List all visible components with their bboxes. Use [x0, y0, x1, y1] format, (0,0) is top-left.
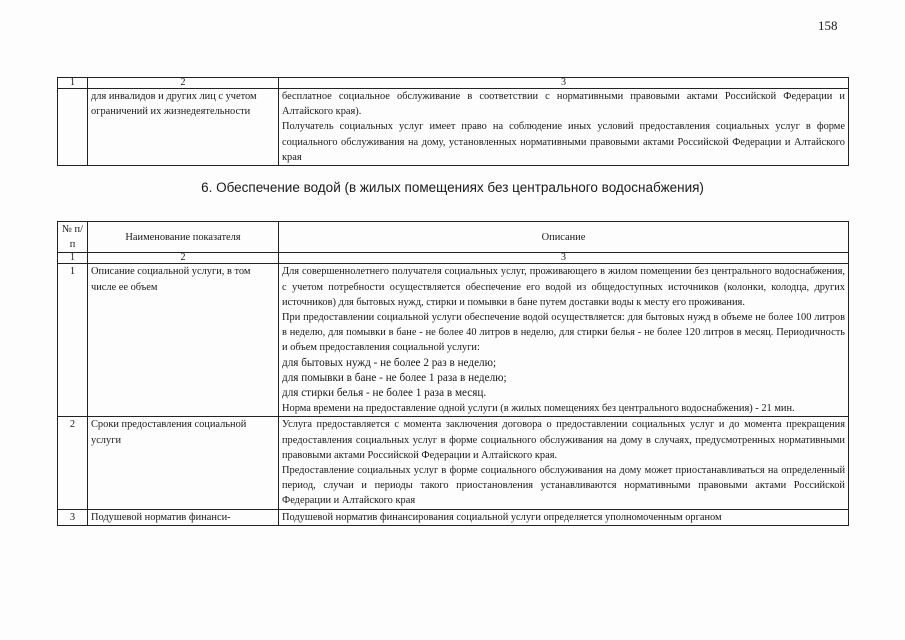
description-paragraph: для стирки белья - не более 1 раза в месяц.: [282, 387, 487, 400]
continuation-table: [57, 77, 849, 166]
table-row: [58, 89, 849, 166]
table-row: [58, 264, 849, 417]
row-number: 1: [58, 264, 88, 417]
description-paragraph: Предоставление социальных услуг в форме социального обслуживания на дому может приостанавливаться на определенный период, случаи и периоды такого приостановления устанавливаются нормативными правовыми актами Российской Федерации и Алтайского края: [282, 465, 845, 507]
table-index-row: [58, 253, 849, 264]
index-cell: 2: [88, 253, 279, 264]
page-number: 158: [818, 18, 838, 33]
table-header-row: [58, 222, 849, 253]
row-name: для инвалидов и других лиц с учетом ограничений их жизнедеятельности: [88, 89, 279, 166]
main-table: [57, 221, 849, 526]
description-paragraph: Услуга предоставляется с момента заключения договора о предоставлении социальных услуг и до момента прекращения предоставления социальных услуг в форме социального обслуживания на дому в случаях, предусмотренных нормативными правовыми актами Российской Федерации и Алтайского края.: [282, 419, 845, 461]
section-title: 6. Обеспечение водой (в жилых помещениях без центрального водоснабжения): [201, 180, 704, 195]
table-row: [58, 417, 849, 509]
description-paragraph: для помывки в бане - не более 1 раза в неделю;: [282, 371, 507, 384]
index-cell: 1: [58, 253, 88, 264]
description-paragraph: Норма времени на предоставление одной услуги (в жилых помещениях без центрального водоснабжения) - 21 мин.: [282, 403, 795, 415]
index-cell: 3: [279, 253, 849, 264]
index-cell: 1: [58, 78, 88, 89]
description-paragraph: бесплатное социальное обслуживание в соответствии с нормативными правовыми актами Российской Федерации и Алтайского края).: [282, 91, 845, 118]
row-name: Описание социальной услуги, в том числе ее объем: [88, 264, 279, 417]
row-name: Подушевой норматив финанси-: [88, 509, 279, 525]
row-number: 3: [58, 509, 88, 525]
description-paragraph: Получатель социальных услуг имеет право на соблюдение иных условий предоставления социальных услуг в форме социального обслуживания на дому, установленных нормативными правовыми актами Российской Федерации и Алтайского края: [282, 121, 845, 163]
description-paragraph: Для совершеннолетнего получателя социальных услуг, проживающего в жилом помещении без центрального водоснабжения, с учетом потребности осуществляется обеспечение его водой из общедоступных источников (колонки, колодца, других источников) для бытовых нужд, стирки и помывки в бане путем доставки воды к месту его проживания.: [282, 266, 845, 308]
row-description: [279, 89, 849, 166]
header-desc: Описание: [279, 222, 849, 253]
row-description: [279, 417, 849, 509]
header-name: Наименование показателя: [88, 222, 279, 253]
table-index-row: [58, 78, 849, 89]
description-paragraph: При предоставлении социальной услуги обеспечение водой осуществляется: для бытовых нужд в объеме не более 100 литров в неделю, для помывки в бане - не более 40 литров в неделю, для стирки белья - не более 120 литров в месяц. Периодичность и объем предоставления социальной услуги:: [282, 312, 845, 354]
index-cell: 3: [279, 78, 849, 89]
description-paragraph: Подушевой норматив финансирования социальной услуги определяется уполномоченным органом: [282, 511, 722, 523]
row-number: 2: [58, 417, 88, 509]
row-description: [279, 509, 849, 525]
row-number: [58, 89, 88, 166]
row-description: [279, 264, 849, 417]
index-cell: 2: [88, 78, 279, 89]
description-paragraph: для бытовых нужд - не более 2 раз в неделю;: [282, 356, 497, 369]
row-name: Сроки предоставления социальной услуги: [88, 417, 279, 509]
header-num: № п/п: [58, 222, 88, 253]
table-row: [58, 509, 849, 525]
